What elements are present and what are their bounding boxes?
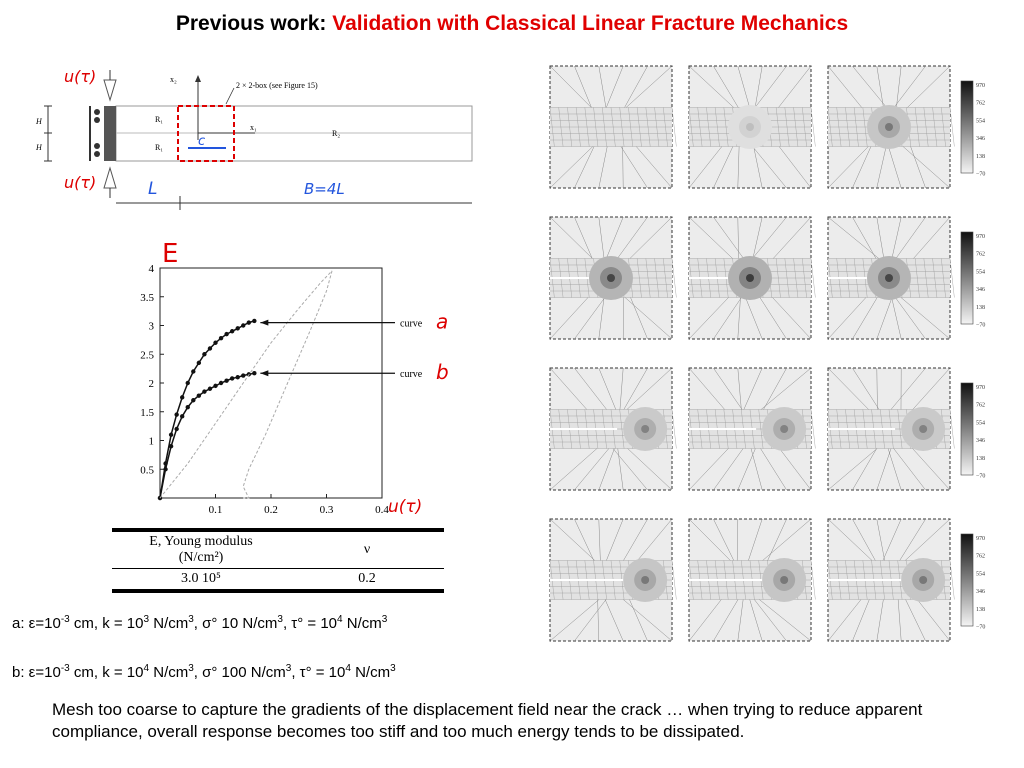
colorbar	[961, 383, 985, 479]
data-point	[180, 414, 184, 418]
pa-2: cm, k = 10	[69, 615, 144, 632]
hand-curve-label: b	[436, 360, 449, 385]
page-title	[0, 12, 1024, 36]
colorbar-tick-label: 138	[976, 606, 985, 613]
colorbar-tick-label: −70	[976, 322, 986, 329]
pa-5: , τ° = 10	[282, 615, 338, 632]
region-r1-bottom: R₁	[155, 143, 164, 152]
colorbar-tick-label: 970	[976, 83, 985, 89]
poisson-value: 0.2	[358, 571, 376, 586]
mesh-panel	[689, 217, 815, 339]
stress-core	[919, 425, 927, 433]
pa-4: , σ° 10 N/cm	[193, 615, 278, 632]
pa-e3: 3	[188, 614, 194, 625]
data-point	[213, 384, 217, 388]
region-r2: R₂	[332, 129, 341, 138]
colorbar-tick-label: −70	[976, 624, 986, 631]
colorbar-tick-label: 346	[976, 589, 985, 596]
colorbar-tick-label: 554	[976, 420, 985, 427]
colorbar-tick-label: 970	[976, 385, 985, 391]
pa-6: N/cm	[342, 615, 382, 632]
bottom-load-icon	[104, 168, 116, 188]
stress-core	[885, 274, 893, 282]
stress-core	[919, 576, 927, 584]
hand-B: B=4L	[304, 180, 345, 198]
pb-e6: 3	[390, 663, 396, 674]
y-tick-label: 0.5	[140, 464, 154, 477]
colorbar-tick-label: 554	[976, 269, 985, 276]
pb-e5: 4	[345, 663, 351, 674]
h-label-bottom: H	[36, 143, 42, 152]
rollers-icon	[90, 106, 100, 161]
col1-unit: (N/cm²)	[178, 550, 224, 565]
mesh-results-grid	[550, 66, 1020, 631]
colorbar-tick-label: 554	[976, 118, 985, 125]
data-point	[224, 332, 228, 336]
pa-3: N/cm	[149, 615, 189, 632]
data-point	[241, 373, 245, 377]
params-b	[12, 664, 396, 681]
data-point	[186, 381, 190, 385]
pa-1: a: ε=10	[12, 615, 61, 632]
mesh-panel	[828, 217, 954, 339]
mesh-panel	[689, 66, 815, 188]
energy-displacement-chart	[120, 228, 450, 523]
pa-e1: -3	[60, 614, 70, 625]
mesh-edge	[672, 107, 676, 146]
pb-3: N/cm	[149, 664, 189, 681]
data-point	[191, 369, 195, 373]
col-young-modulus	[112, 530, 290, 569]
data-point	[197, 361, 201, 365]
axis-x2-label: x₂	[170, 75, 177, 84]
y-tick-label: 4	[148, 263, 154, 275]
colorbar-gradient	[961, 534, 973, 626]
colorbar-tick-label: −70	[976, 473, 986, 480]
plot-frame	[160, 268, 382, 498]
y-tick-label: 3	[148, 320, 154, 333]
summary-text: Mesh too coarse to capture the gradients of the displacement field near the crack … when trying to reduce apparent compliance, overall response becomes too stiff and too much energy tends to be dissipated.	[52, 700, 923, 741]
hand-u-bottom: u(τ)	[64, 173, 97, 192]
data-point	[169, 444, 173, 448]
data-point	[202, 389, 206, 393]
data-point	[174, 427, 178, 431]
data-point	[224, 379, 228, 383]
x-tick-label: 0.4	[375, 504, 389, 516]
colorbar-tick-label: 554	[976, 571, 985, 578]
colorbar-tick-label: 970	[976, 536, 985, 542]
pb-6: N/cm	[350, 664, 391, 681]
stress-core	[746, 274, 754, 282]
x-axis-hand-label: u(τ)	[388, 497, 423, 517]
mesh-edge	[811, 560, 815, 599]
stress-core	[641, 576, 649, 584]
colorbar	[961, 534, 985, 630]
colorbar-tick-label: 138	[976, 455, 985, 462]
data-point	[230, 329, 234, 333]
pa-e4: 3	[277, 614, 283, 625]
material-properties-table	[112, 528, 444, 593]
data-point	[180, 395, 184, 399]
top-load-icon	[104, 80, 116, 100]
title-main: Validation with Classical Linear Fracture Mechanics	[332, 12, 849, 35]
young-modulus-value: 3.0 10⁵	[181, 571, 221, 586]
mesh-edge	[811, 107, 815, 146]
pb-e4: 3	[285, 663, 292, 674]
mesh-panel	[828, 368, 954, 490]
colorbar-tick-label: 346	[976, 438, 985, 445]
series-curve-b	[160, 373, 254, 498]
col-poisson: ν	[363, 542, 371, 557]
pb-2: cm, k = 10	[69, 664, 144, 681]
colorbar-gradient	[961, 383, 973, 475]
data-point	[197, 393, 201, 397]
data-point	[186, 405, 190, 409]
mesh-edge	[950, 409, 954, 448]
y-tick-label: 2	[148, 378, 154, 390]
annotation-label: curve	[400, 369, 423, 381]
mesh-panel	[550, 519, 676, 641]
y-tick-label: 2.5	[140, 349, 154, 362]
annotation-label: curve	[400, 318, 423, 330]
colorbar-tick-label: 970	[976, 234, 985, 240]
data-point	[247, 320, 251, 324]
data-point	[241, 323, 245, 327]
params-a	[12, 615, 387, 632]
pb-e2: 4	[143, 663, 150, 674]
colorbar-tick-label: 762	[976, 553, 985, 560]
y-tick-label: 1	[148, 435, 154, 448]
series-reference	[160, 271, 332, 498]
mesh-panel	[550, 217, 676, 339]
colorbar-gradient	[961, 81, 973, 173]
h-label-top: H	[36, 117, 42, 126]
data-point	[202, 352, 206, 356]
data-point	[208, 387, 212, 391]
mesh-panel	[689, 368, 815, 490]
mesh-edge	[811, 409, 815, 448]
pb-e1: -3	[60, 663, 70, 674]
table-row	[112, 569, 444, 592]
mesh-panel	[828, 519, 954, 641]
stress-core	[780, 576, 788, 584]
colorbar	[961, 81, 985, 177]
mesh-edge	[950, 560, 954, 599]
data-point	[236, 375, 240, 379]
mesh-edge	[811, 258, 815, 297]
colorbar-tick-label: 762	[976, 100, 985, 107]
col1-header: E, Young modulus	[149, 534, 253, 549]
title-prefix: Previous work:	[175, 12, 327, 35]
arrow-head-icon	[260, 370, 268, 376]
data-point	[208, 346, 212, 350]
mesh-edge	[672, 258, 676, 297]
colorbar-tick-label: 762	[976, 402, 985, 409]
colorbar-tick-label: 138	[976, 304, 985, 311]
x-tick-label: 0.3	[319, 504, 334, 516]
colorbar-tick-label: 346	[976, 287, 985, 294]
pa-e5: 4	[337, 614, 343, 625]
data-point	[252, 371, 256, 375]
region-r1-top: R₁	[155, 115, 164, 124]
data-point	[219, 336, 223, 340]
pb-5: , τ° = 10	[291, 664, 346, 681]
pb-4: , σ° 100 N/cm	[193, 664, 286, 681]
stress-core	[780, 425, 788, 433]
mesh-panel	[550, 368, 676, 490]
box-note: 2 × 2-box (see Figure 15)	[236, 81, 318, 90]
hand-curve-label: a	[436, 309, 449, 334]
hand-c: c	[198, 134, 206, 149]
pa-e6: 3	[381, 614, 388, 625]
specimen-schematic	[30, 60, 480, 210]
mesh-panel	[689, 519, 815, 641]
stress-core	[641, 425, 649, 433]
y-axis-hand-label: E	[162, 239, 179, 269]
hand-u-top: u(τ)	[64, 67, 97, 86]
arrow-head-icon	[260, 320, 268, 326]
stress-core	[885, 123, 893, 131]
x-tick-label: 0.2	[264, 504, 278, 516]
mesh-edge	[950, 107, 954, 146]
x-tick-label: 0.1	[208, 504, 223, 516]
data-point	[252, 319, 256, 323]
y-tick-label: 3.5	[140, 291, 154, 304]
data-point	[219, 381, 223, 385]
mesh-edge	[672, 409, 676, 448]
mesh-edge	[672, 560, 676, 599]
stress-core	[746, 123, 754, 131]
colorbar-gradient	[961, 232, 973, 324]
data-point	[163, 467, 167, 471]
pb-e3: 3	[188, 663, 194, 674]
pa-e2: 3	[143, 614, 150, 625]
mesh-panel	[828, 66, 954, 188]
table-header-row	[112, 530, 444, 569]
colorbar-tick-label: 138	[976, 153, 985, 160]
data-point	[213, 341, 217, 345]
stress-core	[607, 274, 615, 282]
colorbar	[961, 232, 985, 328]
axis-x1-label: x₁	[250, 123, 257, 132]
colorbar-tick-label: 762	[976, 251, 985, 258]
y-tick-label: 1.5	[140, 406, 154, 419]
left-grip	[104, 106, 116, 161]
data-point	[236, 326, 240, 330]
data-point	[174, 412, 178, 416]
series-curve-a	[160, 321, 254, 498]
mesh-edge	[950, 258, 954, 297]
hand-L: L	[148, 179, 158, 199]
data-point	[191, 398, 195, 402]
mesh-panel	[550, 66, 676, 188]
pb-1: b: ε=10	[12, 664, 61, 681]
data-point	[169, 433, 173, 437]
colorbar-tick-label: 346	[976, 136, 985, 143]
data-point	[230, 376, 234, 380]
colorbar-tick-label: −70	[976, 171, 986, 178]
